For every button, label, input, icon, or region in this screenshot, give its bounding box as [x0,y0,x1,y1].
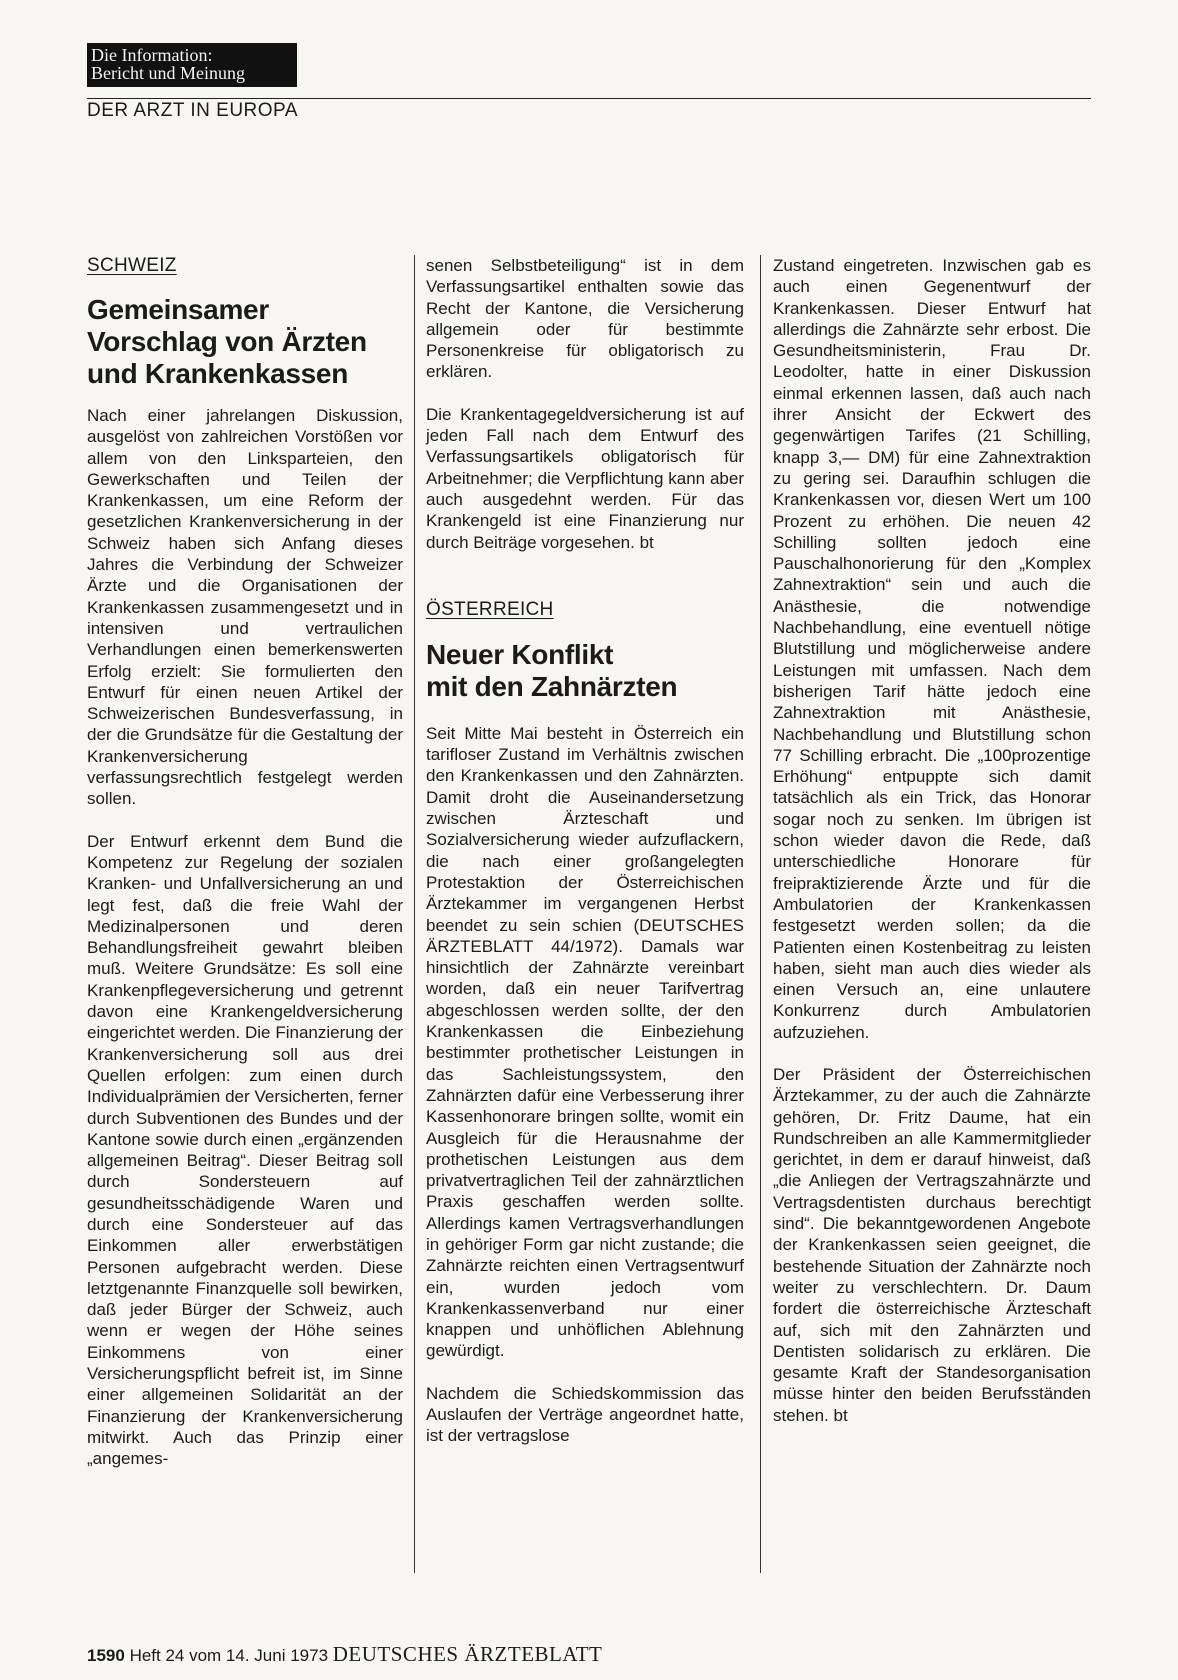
headline-line: mit den Zahnärzten [426,670,678,702]
department-line-1: Die Information: [91,45,213,65]
article-paragraph: Zustand eingetreten. Inzwischen gab es auch einen Gegenentwurf der Krankenkassen. Dieser Entwurf hat allerdings die Zahnärzte sehr erbost. Die Gesundheitsministerin, Frau Dr. Leodolter, hatte in einer Diskussion einmal erkennen lassen, daß auch nach ihrer Ansicht der Eckwert des gegenwärtigen Tarifes (21 Schilling, knapp 3,— DM) für eine Zahnextraktion zu gering sei. Daraufhin schlugen die Krankenkassen vor, diesen Wert um 100 Prozent zu erhöhen. Die neuen 42 Schilling sollten jedoch eine Pauschalhonorierung für den „Komplex Zahnextraktion“ sein und auch die Anästhesie, die notwendige Nachbehandlung, eine eventuell nötige Blutstillung und möglicherweise andere Leistungen mit umfassen. Nach dem bisherigen Tarif hätte jedoch eine Zahnextraktion mit Anästhesie, Nachbehandlung und Blutstillung schon 77 Schilling erbracht. Die „100prozentige Erhöhung“ entpuppte sich damit tatsächlich als ein Trick, das Honorar sogar noch zu senken. Im übrigen ist schon wieder davon die Rede, daß unterschiedliche Honorare für freipraktizierende Ärzte und für die Ambulatorien der Krankenkassen festgesetzt werden sollen; da die Patienten einen Kostenbeitrag zu leisten haben, sieht man auch dies wieder als einen Versuch an, eine unlautere Konkurrenz durch Ambulatorien aufzuziehen. [773,256,1091,1042]
article-paragraph: senen Selbstbeteiligung“ ist in dem Verfassungsartikel enthalten sowie das Recht der Kantone, die Versicherung allgemein oder für bestimmte Personenkreise für obligatorisch zu erklären. [426,256,744,382]
column-2 [426,255,744,1447]
page-number: 1590 [87,1646,125,1665]
article-paragraph: Nach einer jahrelangen Diskussion, ausgelöst von zahlreichen Vorstößen vor allem von den Linksparteien, den Gewerkschaften und Teilen der Krankenkassen, um eine Reform der gesetzlichen Krankenversicherung in der Schweiz haben sich Anfang dieses Jahres die Verbindung der Schweizer Ärzte und die Organisationen der Krankenkassen zusammengesetzt und in intensiven und vertraulichen Verhandlungen einen bemerkenswerten Erfolg erzielt: Sie formulierten den Entwurf für einen neuen Artikel der Schweizerischen Bundesverfassung, in der die Grundsätze für die Gestaltung der Krankenversicherung verfassungsrechtlich festgelegt werden sollen. [87,406,403,809]
headline-schweiz [87,294,403,390]
headline-line: Gemeinsamer [87,294,269,325]
headline-line: Neuer Konflikt [426,638,614,670]
column-3 [773,255,1091,1426]
section-label-schweiz: SCHWEIZ [87,255,177,276]
section-label-oesterreich: ÖSTERREICH [426,598,554,620]
department-label [87,43,297,87]
article-paragraph: Die Krankentagegeldversicherung ist auf jeden Fall nach dem Entwurf des Verfassungsartikels obligatorisch für Arbeitnehmer; die Verpflichtung kann aber auch ausgedehnt werden. Für das Krankengeld ist eine Finanzierung nur durch Beiträge vorgesehen. bt [426,404,744,552]
article-paragraph: Seit Mitte Mai besteht in Österreich ein tarifloser Zustand im Verhältnis zwischen den Krankenkassen und den Zahnärzten. Damit droht die Auseinandersetzung zwischen Ärzteschaft und Sozialversicherung wieder aufzuflackern, die nach einer großangelegten Protestaktion der Österreichischen Ärztekammer im vergangenen Herbst beendet zu sein schien (DEUTSCHES ÄRZTEBLATT 44/1972). Damals war hinsichtlich der Zahnärzte vereinbart worden, daß ein neuer Tarifvertrag abgeschlossen werden sollte, der den Krankenkassen die Einbeziehung bestimmter prothetischer Leistungen in das Sachleistungssystem, den Zahnärzten dafür eine Verbesserung ihrer Kassenhonorare bringen sollte, womit ein Ausgleich für die Herausnahme der prothetischen Leistungen aus dem privatvertraglichen Teil der zahnärztlichen Praxis geschaffen werden sollte. Allerdings kamen Vertragsverhandlungen in gehöriger Form gar nicht zustande; die Zahnärzte reichten einen Vertragsentwurf ein, wurden jedoch vom Krankenkassenverband nur einer knappen und unhöflichen Ablehnung gewürdigt. [426,723,744,1361]
column-1 [87,255,403,1470]
headline-line: Vorschlag von Ärzten [87,326,367,357]
series-kicker: DER ARZT IN EUROPA [87,100,298,121]
department-line-2: Bericht und Meinung [91,63,245,83]
article-paragraph: Der Entwurf erkennt dem Bund die Kompetenz zur Regelung der sozialen Kranken- und Unfallversicherung an und legt fest, daß die freie Wahl der Medizinalpersonen und deren Behandlungsfreiheit gewahrt bleiben muß. Weitere Grundsätze: Es soll eine Krankenpflegeversicherung und getrennt davon eine Krankengeldversicherung eingerichtet werden. Die Finanzierung der Krankenversicherung soll aus drei Quellen erfolgen: zum einen durch Individualprämien der Versicherten, ferner durch Subventionen des Bundes und der Kantone sowie durch einen „ergänzenden allgemeinen Beitrag“. Dieser Beitrag soll durch Sondersteuern auf gesundheitsschädigende Waren und durch eine Sondersteuer auf das Einkommen aller erwerbstätigen Personen aufgebracht werden. Diese letztgenannte Finanzquelle soll bewirken, daß jeder Bürger der Schweiz, auch wenn er wegen der Höhe seines Einkommens von einer Versicherungspflicht befreit ist, im Sinne einer allgemeinen Solidarität an der Finanzierung der Krankenversicherung mitwirkt. Auch das Prinzip einer „angemes- [87,831,403,1469]
issue-info: Heft 24 vom 14. Juni 1973 [129,1646,329,1665]
masthead: DEUTSCHES ÄRZTEBLATT [332,1642,603,1666]
headline-oesterreich [426,639,744,703]
headline-line: und Krankenkassen [87,358,348,389]
article-paragraph: Nachdem die Schiedskommission das Auslaufen der Verträge angeordnet hatte, ist der vertragslose [426,1383,744,1446]
article-paragraph: Der Präsident der Österreichischen Ärztekammer, zu der auch die Zahnärzte gehören, Dr. Fritz Daume, hat ein Rundschreiben an alle Kammermitglieder gerichtet, in dem er darauf hinweist, daß „die Anliegen der Vertragszahnärzte und Vertragsdentisten durchaus berechtigt sind“. Die bekanntgewordenen Angebote der Krankenkassen seien geeignet, die bestehende Situation der Zahnärzte noch weiter zu verschlechtern. Dr. Daum fordert die österreichische Ärzteschaft auf, sich mit den Zahnärzten und Dentisten solidarisch zu erklären. Die gesamte Kraft der Standesorganisation müsse hinter den beiden Berufsständen stehen. bt [773,1064,1091,1425]
column-divider-1 [414,255,415,1573]
header-rule [87,98,1091,99]
page-footer [87,1642,602,1667]
column-divider-2 [760,255,761,1573]
